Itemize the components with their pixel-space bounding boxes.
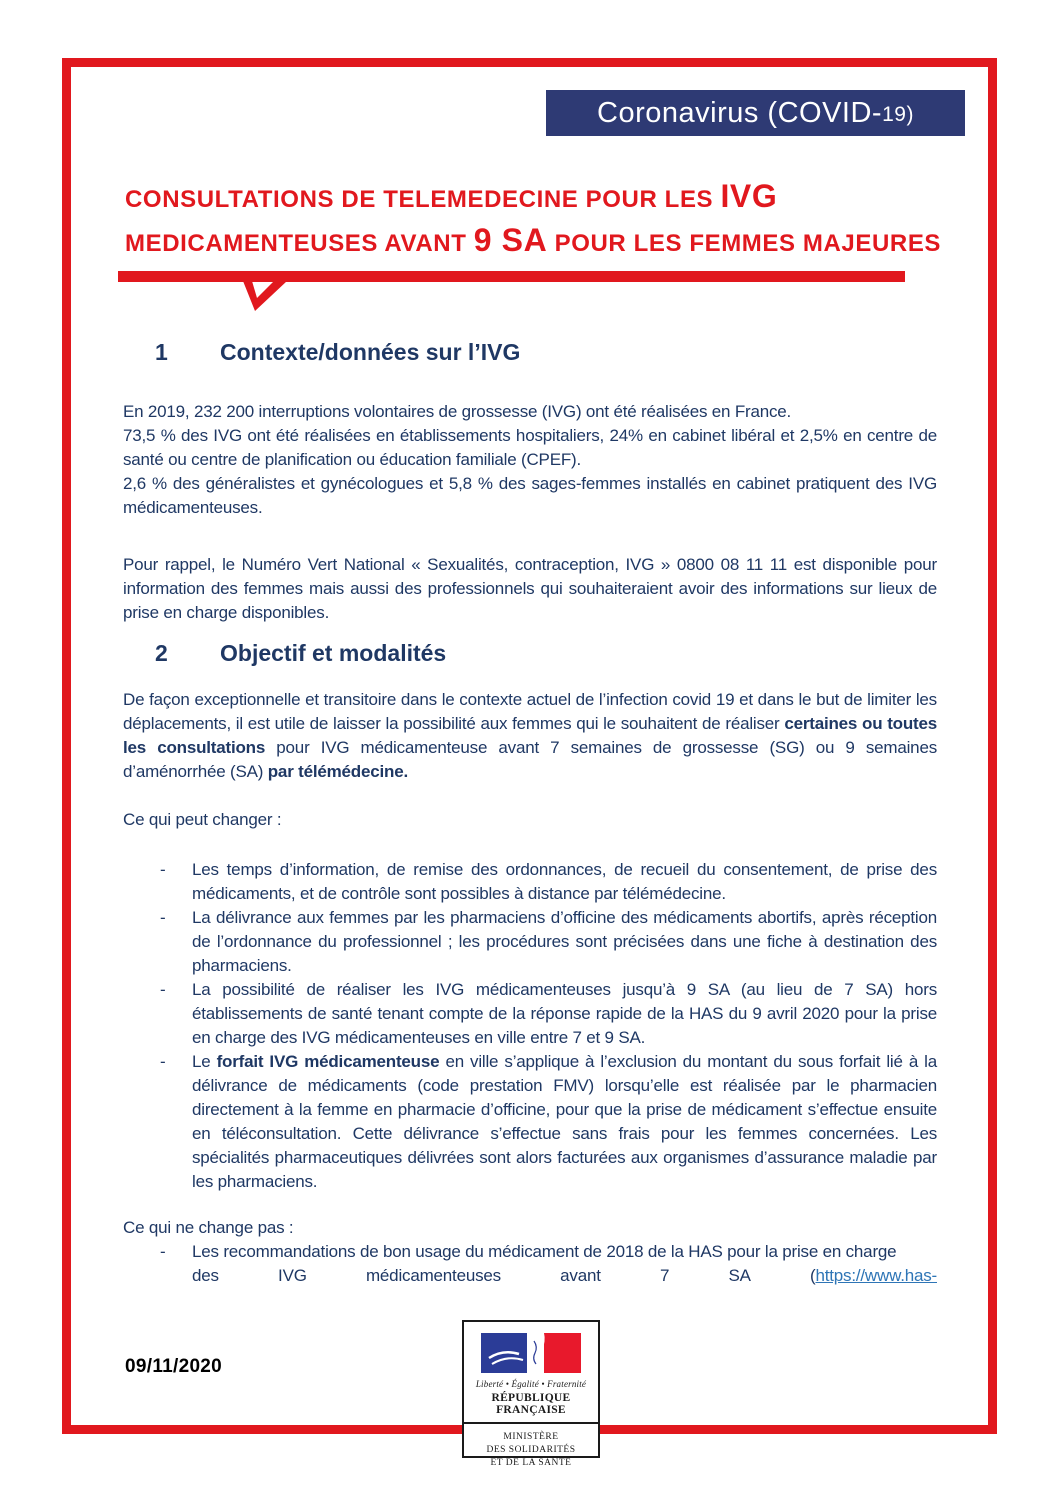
red-divider-bar	[118, 271, 905, 282]
no-change-item-1-line-1: Les recommandations de bon usage du médicament de 2018 de la HAS pour la prise en charge	[192, 1242, 897, 1261]
bold-forfait-ivg: forfait IVG médicamenteuse	[216, 1052, 440, 1071]
dash-bullet: -	[160, 980, 166, 999]
dash-bullet: -	[160, 860, 166, 879]
list-item	[123, 978, 937, 1050]
stats-line-2: 73,5 % des IVG ont été réalisées en établissements hospitaliers, 24% en cabinet libéral et 2,5% en centre de santé ou centre de planification ou éducation familiale (CPEF).	[123, 426, 937, 469]
ministry-name: MINISTÈRE DES SOLIDARITÉS ET DE LA SANTÉ	[486, 1432, 576, 1468]
marianne-flag-icon	[481, 1333, 581, 1373]
change-item-1: Les temps d’information, de remise des ordonnances, de recueil du consentement, de prise des médicaments, et de contrôle sont possibles à distance par télémédecine.	[192, 860, 937, 903]
logo-motto: Liberté • Égalité • Fraternité	[475, 1379, 587, 1389]
no-change-list	[123, 1240, 937, 1288]
document-date: 09/11/2020	[125, 1356, 223, 1377]
dash-bullet: -	[160, 908, 166, 927]
list-item	[123, 858, 937, 906]
section-2-heading	[123, 641, 937, 665]
change-item-2: La délivrance aux femmes par les pharmaciens d’officine des médicaments abortifs, après réception de l’ordonnance du professionnel ; les procédures sont précisées dans une fiche à destination des pharmaciens.	[192, 908, 937, 975]
list-item	[123, 1240, 937, 1288]
section-1-heading	[123, 340, 937, 364]
paragraph-ivg-statistics	[123, 400, 937, 520]
change-item-4: Le forfait IVG médicamenteuse en ville s’applique à l’exclusion du montant du sous forfait lié à la délivrance de médicaments (code prestation FMV) lorsqu’elle est réalisée par le pharmacien directement à la femme en pharmacie d’officine, pour que la prise de médicament s’effectue ensuite en téléconsultation. Cette délivrance s’effectue sans frais pour les femmes concernées. Les spécialités pharmaceutiques délivrées sont alors facturées aux organismes d’assurance maladie par les pharmaciens.	[192, 1052, 937, 1191]
paragraph-numero-vert: Pour rappel, le Numéro Vert National « Sexualités, contraception, IVG » 0800 08 11 11 est disponible pour information des femmes mais aussi des professionnels qui souhaiteraient avoir des informations sur lieux de prise en charge disponibles.	[123, 555, 937, 622]
no-change-intro-label: Ce qui ne change pas :	[123, 1218, 294, 1237]
logo-republic-label: RÉPUBLIQUE FRANÇAISE	[491, 1392, 571, 1416]
change-intro-label: Ce qui peut changer :	[123, 810, 282, 829]
speech-pointer-icon	[243, 281, 287, 311]
bold-telemedecine: par télémédecine.	[267, 762, 408, 781]
section-1-title: Contexte/données sur l’IVG	[220, 339, 521, 365]
title-line-1: CONSULTATIONS DE TELEMEDECINE POUR LES IVG	[125, 178, 778, 214]
bold-consultations: certaines ou toutes les consultations	[123, 714, 937, 757]
stats-line-1: En 2019, 232 200 interruptions volontaires de grossesse (IVG) ont été réalisées en France.	[123, 402, 792, 421]
link-open-paren: (	[810, 1266, 816, 1285]
title-9sa-emphasis: 9 SA	[473, 222, 548, 258]
coronavirus-banner	[546, 90, 965, 136]
banner-label-small: 19)	[882, 102, 914, 126]
paragraph-objectif: De façon exceptionnelle et transitoire dans le contexte actuel de l’infection covid 19 et dans le but de limiter les déplacements, il est utile de laisser la possibilité aux femmes qui le souhaitent de réaliser certaines ou toutes les consultations pour IVG médicamenteuse avant 7 semaines de grossesse (SG) ou 9 semaines d’aménorrhée (SA) par télémédecine.	[123, 690, 937, 781]
dash-bullet: -	[160, 1052, 166, 1071]
dash-bullet: -	[160, 1242, 166, 1261]
list-item	[123, 906, 937, 978]
list-item	[123, 1050, 937, 1194]
no-change-item-1	[192, 1240, 937, 1288]
section-1-number: 1	[155, 339, 168, 365]
document-title	[125, 176, 941, 264]
change-list	[123, 858, 937, 1194]
stats-line-3: 2,6 % des généralistes et gynécologues et 5,8 % des sages-femmes installés en cabinet pratiquent des IVG médicamenteuses.	[123, 474, 937, 517]
section-2-title: Objectif et modalités	[220, 640, 447, 666]
change-item-3: La possibilité de réaliser les IVG médicamenteuses jusqu’à 9 SA (au lieu de 7 SA) hors établissements de santé tenant compte de la réponse rapide de la HAS du 9 avril 2020 pour la prise en charge des IVG médicamenteuses en ville entre 7 et 9 SA.	[192, 980, 937, 1047]
ministry-logo-box	[462, 1320, 600, 1468]
document-body	[123, 330, 937, 1288]
logo-divider	[464, 1422, 598, 1424]
banner-label: Coronavirus (COVID-	[597, 96, 883, 129]
no-change-item-1-line-2: des IVG médicamenteuses avant 7 SA (https://www.has-	[192, 1266, 937, 1285]
title-line-2: MEDICAMENTEUSES AVANT 9 SA POUR LES FEMMES MAJEURES	[125, 222, 942, 258]
has-website-link[interactable]: https://www.has-	[815, 1266, 937, 1285]
section-2-number: 2	[155, 640, 168, 666]
title-ivg-emphasis: IVG	[720, 178, 778, 214]
